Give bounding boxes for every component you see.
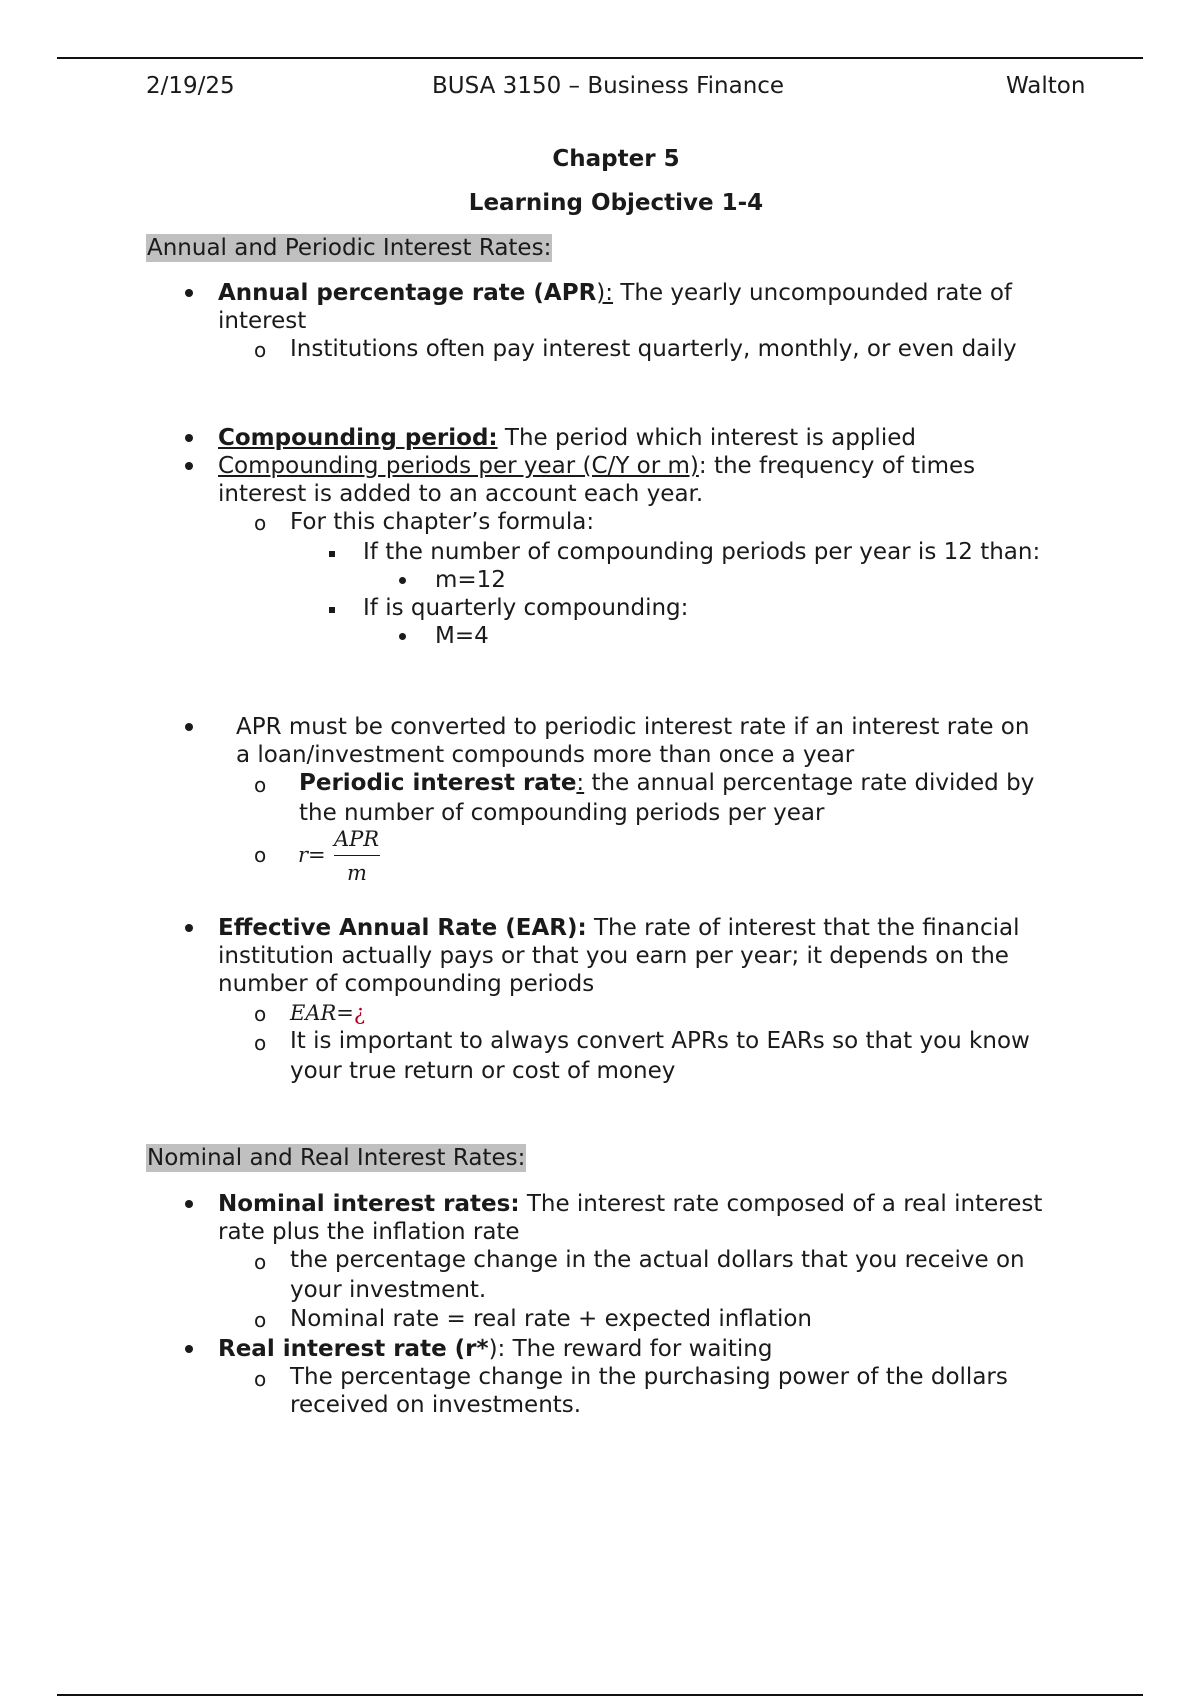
bullet-marker	[185, 462, 193, 470]
ear-term: Effective Annual Rate (EAR):	[218, 915, 587, 941]
fraction-bar	[334, 855, 380, 856]
square-marker	[329, 607, 335, 613]
compounding-period-term: Compounding period:	[218, 425, 498, 451]
circle-marker: o	[254, 1002, 267, 1026]
cpy-def-line1: : the frequency of times	[698, 453, 976, 479]
formula-lhs: r=	[298, 843, 326, 867]
apr-closer: ):	[596, 280, 614, 306]
circle-marker: o	[254, 1031, 267, 1055]
real-closer: ):	[488, 1336, 506, 1362]
apr-def-line1: The yearly uncompounded rate of	[613, 280, 1013, 306]
real-term: Real interest rate (r*	[218, 1336, 489, 1362]
apr-def-line2: interest	[218, 308, 307, 334]
bullet-marker	[185, 434, 193, 442]
top-rule	[57, 57, 1143, 59]
section-heading-annual-periodic: Annual and Periodic Interest Rates:	[147, 235, 552, 261]
cpy-sub1a: If the number of compounding periods per year is 12 than:	[363, 539, 1041, 565]
periodic-item	[299, 769, 1034, 797]
nominal-sub1-line1: the percentage change in the actual dollars that you receive on	[290, 1247, 1025, 1273]
apr-term: Annual percentage rate (APR	[218, 280, 597, 306]
square-marker	[329, 551, 335, 557]
nominal-sub1-line2: your investment.	[290, 1277, 487, 1303]
apr-item	[218, 279, 1012, 307]
section-heading-nominal-real: Nominal and Real Interest Rates:	[147, 1145, 526, 1171]
periodic-line1: the annual percentage rate divided by	[584, 770, 1035, 796]
bullet-marker	[399, 633, 406, 640]
bullet-marker	[185, 723, 193, 731]
nominal-line1: The interest rate composed of a real interest	[519, 1191, 1043, 1217]
header-course: BUSA 3150 – Business Finance	[432, 73, 785, 99]
ear-sub2-line2: your true return or cost of money	[290, 1058, 676, 1084]
apr-convert-line1: APR must be converted to periodic interest rate if an interest rate on	[236, 714, 1030, 740]
header-author: Walton	[1006, 73, 1086, 99]
circle-marker: o	[254, 338, 267, 362]
cpy-sub1: For this chapter’s formula:	[290, 509, 595, 535]
formula-numerator: APR	[334, 827, 380, 851]
real-def: The reward for waiting	[505, 1336, 773, 1362]
circle-marker: o	[254, 1250, 267, 1274]
periodic-term: Periodic interest rate	[299, 770, 577, 796]
cpy-def-line2: interest is added to an account each year.	[218, 481, 704, 507]
cpy-sub1b-i: M=4	[435, 623, 489, 649]
periodic-line2: the number of compounding periods per year	[299, 800, 825, 826]
formula-denominator: m	[347, 861, 367, 885]
chapter-title: Chapter 5	[552, 146, 680, 172]
ear-line3: number of compounding periods	[218, 971, 595, 997]
objective-title: Learning Objective 1-4	[468, 190, 764, 216]
real-sub1-line2: received on investments.	[290, 1392, 582, 1418]
cpy-sub1b: If is quarterly compounding:	[363, 595, 689, 621]
circle-marker: o	[254, 1308, 267, 1332]
circle-marker: o	[254, 773, 267, 797]
nominal-sub2: Nominal rate = real rate + expected inflation	[290, 1306, 813, 1332]
periodic-colon: :	[576, 770, 585, 796]
cpy-term: Compounding periods per year (C/Y or m)	[218, 453, 699, 479]
bottom-rule	[57, 1694, 1143, 1696]
circle-marker: o	[254, 1367, 267, 1391]
ear-formula	[290, 999, 365, 1027]
bullet-marker	[185, 924, 193, 932]
ear-line2: institution actually pays or that you earn per year; it depends on the	[218, 943, 1009, 969]
nominal-line2: rate plus the inflation rate	[218, 1219, 520, 1245]
formula-fraction	[334, 827, 384, 891]
circle-marker: o	[254, 511, 267, 535]
ear-item	[218, 914, 1019, 942]
bullet-marker	[399, 577, 406, 584]
bullet-marker	[185, 1345, 193, 1353]
bullet-marker	[185, 1200, 193, 1208]
header-date: 2/19/25	[146, 73, 235, 99]
apr-convert-line2: a loan/investment compounds more than once a year	[236, 742, 855, 768]
real-sub1-line1: The percentage change in the purchasing power of the dollars	[290, 1364, 1008, 1390]
real-item	[218, 1335, 772, 1363]
ear-formula-text: EAR=	[290, 1001, 354, 1025]
cpy-sub1a-i: m=12	[435, 567, 506, 593]
ear-line1: The rate of interest that the financial	[586, 915, 1020, 941]
ear-sub2-line1: It is important to always convert APRs to EARs so that you know	[290, 1028, 1030, 1054]
circle-marker: o	[254, 843, 267, 867]
bullet-marker	[185, 289, 193, 297]
compounding-period-def: The period which interest is applied	[497, 425, 916, 451]
nominal-item	[218, 1190, 1042, 1218]
apr-sub1: Institutions often pay interest quarterly, monthly, or even daily	[290, 336, 1017, 362]
ear-formula-glyph: ¿	[353, 1001, 366, 1025]
nominal-term: Nominal interest rates:	[218, 1191, 520, 1217]
compounding-period-item	[218, 424, 916, 452]
cpy-item	[218, 452, 975, 480]
